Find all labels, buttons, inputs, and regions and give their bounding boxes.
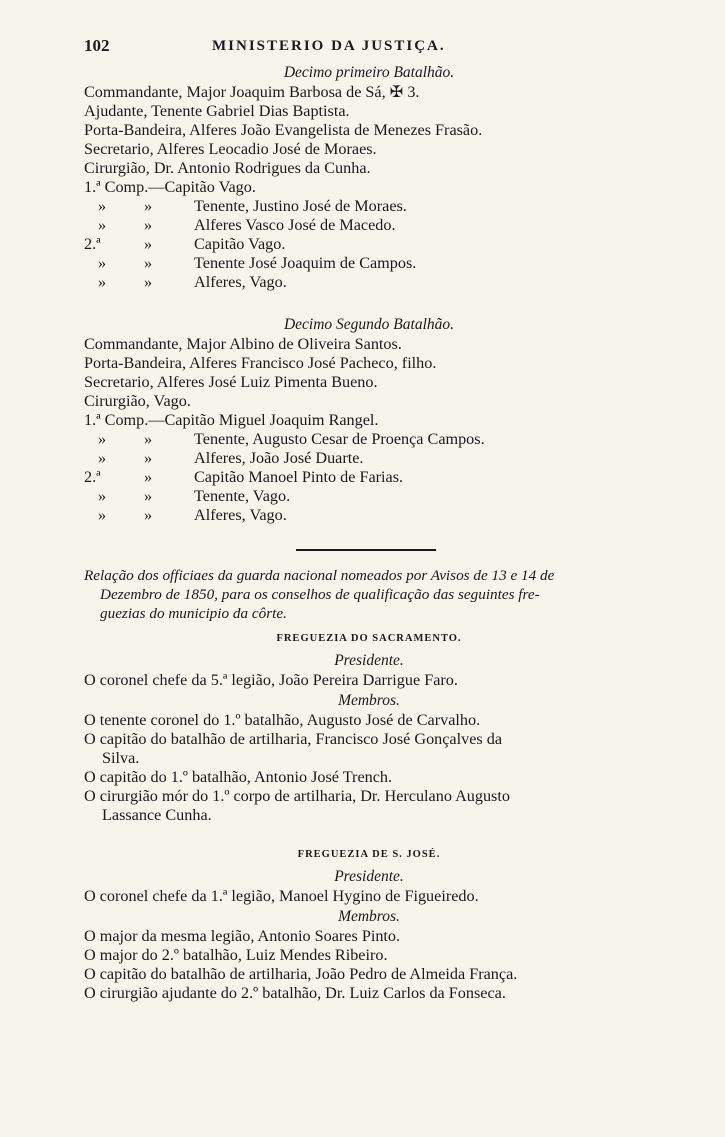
company-text: —Capitão Vago. xyxy=(148,178,256,196)
company-sep: » xyxy=(144,487,153,505)
company-text: —Capitão Miguel Joaquim Rangel. xyxy=(148,411,379,429)
company-text: Tenente José Joaquim de Campos. xyxy=(194,254,417,272)
freguezia-sacramento xyxy=(84,628,654,825)
company-sep: » xyxy=(144,254,153,272)
membro-line: O tenente coronel do 1.º batalhão, Augusto José de Carvalho. xyxy=(84,711,481,729)
officer-line: Cirurgião, Dr. Antonio Rodrigues da Cunha. xyxy=(84,159,371,177)
company-rank: 1.ª Comp. xyxy=(84,411,149,429)
company-line xyxy=(84,468,654,487)
relacao-line: guezias do municipio da côrte. xyxy=(100,605,287,622)
membros-label: Membros. xyxy=(338,692,400,709)
company-text: Alferes, Vago. xyxy=(194,506,287,524)
company-sep: » xyxy=(144,235,153,253)
company-line xyxy=(84,197,654,216)
presidente-label: Presidente. xyxy=(334,652,404,669)
presidente-line: O coronel chefe da 5.ª legião, João Pereira Darrigue Faro. xyxy=(84,671,458,689)
officer-line: Cirurgião, Vago. xyxy=(84,392,191,410)
page-number: 102 xyxy=(84,36,110,55)
officer-line: Commandante, Major Joaquim Barbosa de Sá, ✠ 3. xyxy=(84,83,420,101)
membro-line: Lassance Cunha. xyxy=(102,806,212,824)
company-line xyxy=(84,235,654,254)
membros-label: Membros. xyxy=(338,908,400,925)
relacao-paragraph xyxy=(84,566,654,623)
company-rank: » xyxy=(98,449,107,467)
officer-line: Porta-Bandeira, Alferes João Evangelista de Menezes Frasão. xyxy=(84,121,483,139)
membro-line: Silva. xyxy=(102,749,140,767)
company-sep: » xyxy=(144,449,153,467)
relacao-line: Dezembro de 1850, para os conselhos de qualificação das seguintes fre- xyxy=(100,586,540,603)
officer-line: Ajudante, Tenente Gabriel Dias Baptista. xyxy=(84,102,350,120)
running-title: MINISTERIO DA JUSTIÇA. xyxy=(212,38,446,54)
section-divider xyxy=(296,549,436,551)
company-rank: » xyxy=(98,216,107,234)
company-text: Tenente, Vago. xyxy=(194,487,291,505)
membro-line: O major do 2.º batalhão, Luiz Mendes Ribeiro. xyxy=(84,946,388,964)
company-line xyxy=(84,411,654,430)
company-rank: 2.ª xyxy=(84,235,101,253)
company-line xyxy=(84,273,654,292)
freguezia-title: FREGUEZIA DE S. JOSÉ. xyxy=(297,849,441,860)
company-rank: 1.ª Comp. xyxy=(84,178,149,196)
company-line xyxy=(84,178,654,197)
company-rank: » xyxy=(98,506,107,524)
company-sep: » xyxy=(144,430,153,448)
company-sep: » xyxy=(144,506,153,524)
membro-line: O major da mesma legião, Antonio Soares Pinto. xyxy=(84,927,401,945)
officer-line: Secretario, Alferes Leocadio José de Moraes. xyxy=(84,140,377,158)
company-line xyxy=(84,254,654,273)
company-text: Tenente, Augusto Cesar de Proença Campos. xyxy=(194,430,485,448)
company-text: Capitão Vago. xyxy=(194,235,286,253)
section-heading: Decimo Segundo Batalhão. xyxy=(283,316,455,333)
membro-line: O cirurgião mór do 1.º corpo de artilharia, Dr. Herculano Augusto xyxy=(84,787,510,805)
company-line xyxy=(84,430,654,449)
section-decimo-segundo xyxy=(84,314,654,525)
freguezia-title: FREGUEZIA DO SACRAMENTO. xyxy=(276,633,462,644)
company-text: Capitão Manoel Pinto de Farias. xyxy=(194,468,404,486)
company-line xyxy=(84,216,654,235)
company-sep: » xyxy=(144,273,153,291)
company-line xyxy=(84,506,654,525)
company-sep: » xyxy=(144,468,153,486)
company-sep: » xyxy=(144,216,153,234)
company-line xyxy=(84,487,654,506)
company-line xyxy=(84,449,654,468)
officer-line: Commandante, Major Albino de Oliveira Santos. xyxy=(84,335,402,353)
membro-line: O capitão do 1.º batalhão, Antonio José Trench. xyxy=(84,768,393,786)
company-rank: » xyxy=(98,430,107,448)
presidente-line: O coronel chefe da 1.ª legião, Manoel Hygino de Figueiredo. xyxy=(84,887,479,905)
membro-line: O capitão do batalhão de artilharia, João Pedro de Almeida França. xyxy=(84,965,518,983)
page-header xyxy=(84,36,644,56)
section-decimo-primeiro xyxy=(84,62,654,292)
company-rank: » xyxy=(98,273,107,291)
freguezia-sao-jose xyxy=(84,844,654,1003)
officer-line: Porta-Bandeira, Alferes Francisco José Pacheco, filho. xyxy=(84,354,437,372)
company-text: Alferes, João José Duarte. xyxy=(194,449,364,467)
section-heading: Decimo primeiro Batalhão. xyxy=(283,64,455,81)
company-rank: » xyxy=(98,487,107,505)
company-rank: » xyxy=(98,254,107,272)
officer-line: Secretario, Alferes José Luiz Pimenta Bueno. xyxy=(84,373,378,391)
company-rank: 2.ª xyxy=(84,468,101,486)
company-text: Tenente, Justino José de Moraes. xyxy=(194,197,407,215)
presidente-label: Presidente. xyxy=(334,868,404,885)
company-rank: » xyxy=(98,197,107,215)
membro-line: O cirurgião ajudante do 2.º batalhão, Dr. Luiz Carlos da Fonseca. xyxy=(84,984,506,1002)
relacao-line: Relação dos officiaes da guarda nacional nomeados por Avisos de 13 e 14 de xyxy=(84,567,555,584)
company-sep: » xyxy=(144,197,153,215)
company-text: Alferes Vasco José de Macedo. xyxy=(194,216,396,234)
company-text: Alferes, Vago. xyxy=(194,273,287,291)
membro-line: O capitão do batalhão de artilharia, Francisco José Gonçalves da xyxy=(84,730,503,748)
